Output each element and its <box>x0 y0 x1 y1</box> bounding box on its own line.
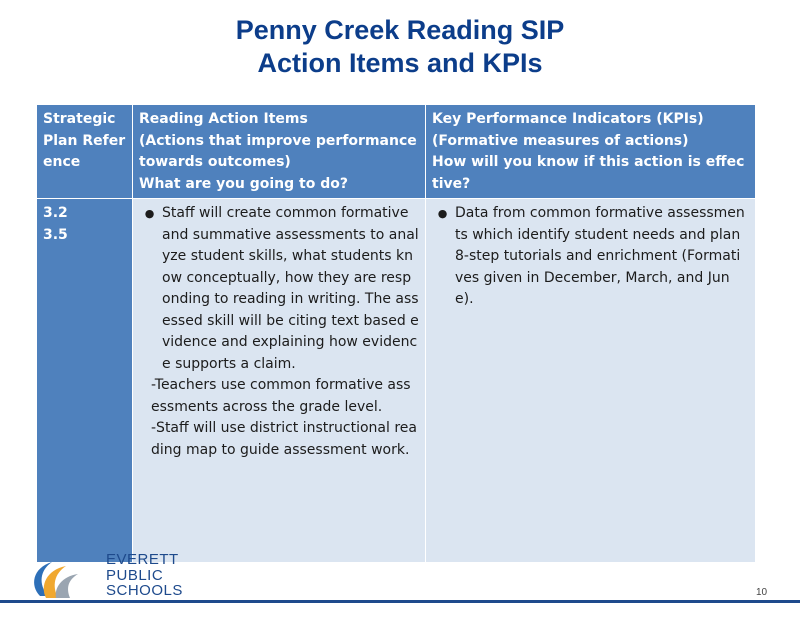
bullet-icon: ● <box>437 207 448 220</box>
action-bullet-text: Staff will create common formative and summative assessments to analyze student skills, what students know conceptually, how they are responding to reading in writing. The assessed skill will be citing text based evidence and explaining how evidence supports a claim. <box>162 205 419 372</box>
logo-line-3: SCHOOLS <box>106 582 183 599</box>
header-reading-action-items <box>133 105 425 198</box>
cell-action-items <box>133 199 425 562</box>
header-col1-text: Strategic Plan Reference <box>43 111 126 170</box>
kpi-bullet-item <box>430 203 747 311</box>
kpi-bullet-text: Data from common formative assessments which identify student needs and plan 8-step tutorials and enrichment (Formatives given in December, March, and June). <box>455 205 745 307</box>
logo-line-1: EVERETT <box>106 551 179 568</box>
logo-line-2: PUBLIC <box>106 567 164 584</box>
action-dash-item-1: -Teachers use common formative assessments across the grade level. <box>151 377 411 415</box>
header-col3-line2: (Formative measures of actions) <box>432 132 689 149</box>
action-dash-item-2: -Staff will use district instructional reading map to guide assessment work. <box>151 420 417 458</box>
everett-public-schools-logo <box>26 551 183 600</box>
header-strategic-plan-reference <box>37 105 132 198</box>
header-col3-line1: Key Performance Indicators (KPIs) <box>432 111 704 127</box>
header-col3-line3: How will you know if this action is effective? <box>432 154 745 192</box>
reference-3-2: 3.2 <box>43 205 68 221</box>
bullet-icon: ● <box>144 207 155 220</box>
header-col2-line3: What are you going to do? <box>139 175 348 192</box>
header-col2-line2: (Actions that improve performance towards outcomes) <box>139 132 417 170</box>
slide-title <box>0 14 800 80</box>
cell-kpis <box>426 199 755 562</box>
footer-rule <box>0 600 800 603</box>
reference-3-5: 3.5 <box>43 226 68 243</box>
title-line-1: Penny Creek Reading SIP <box>235 15 565 45</box>
action-items-table <box>37 105 755 562</box>
action-bullet-item <box>137 203 419 375</box>
page-number: 10 <box>756 587 768 598</box>
title-line-2: Action Items and KPIs <box>257 48 543 78</box>
header-col2-line1: Reading Action Items <box>139 111 308 127</box>
header-kpis <box>426 105 755 198</box>
logo-swoosh-icon <box>26 556 86 600</box>
cell-references <box>37 199 132 562</box>
